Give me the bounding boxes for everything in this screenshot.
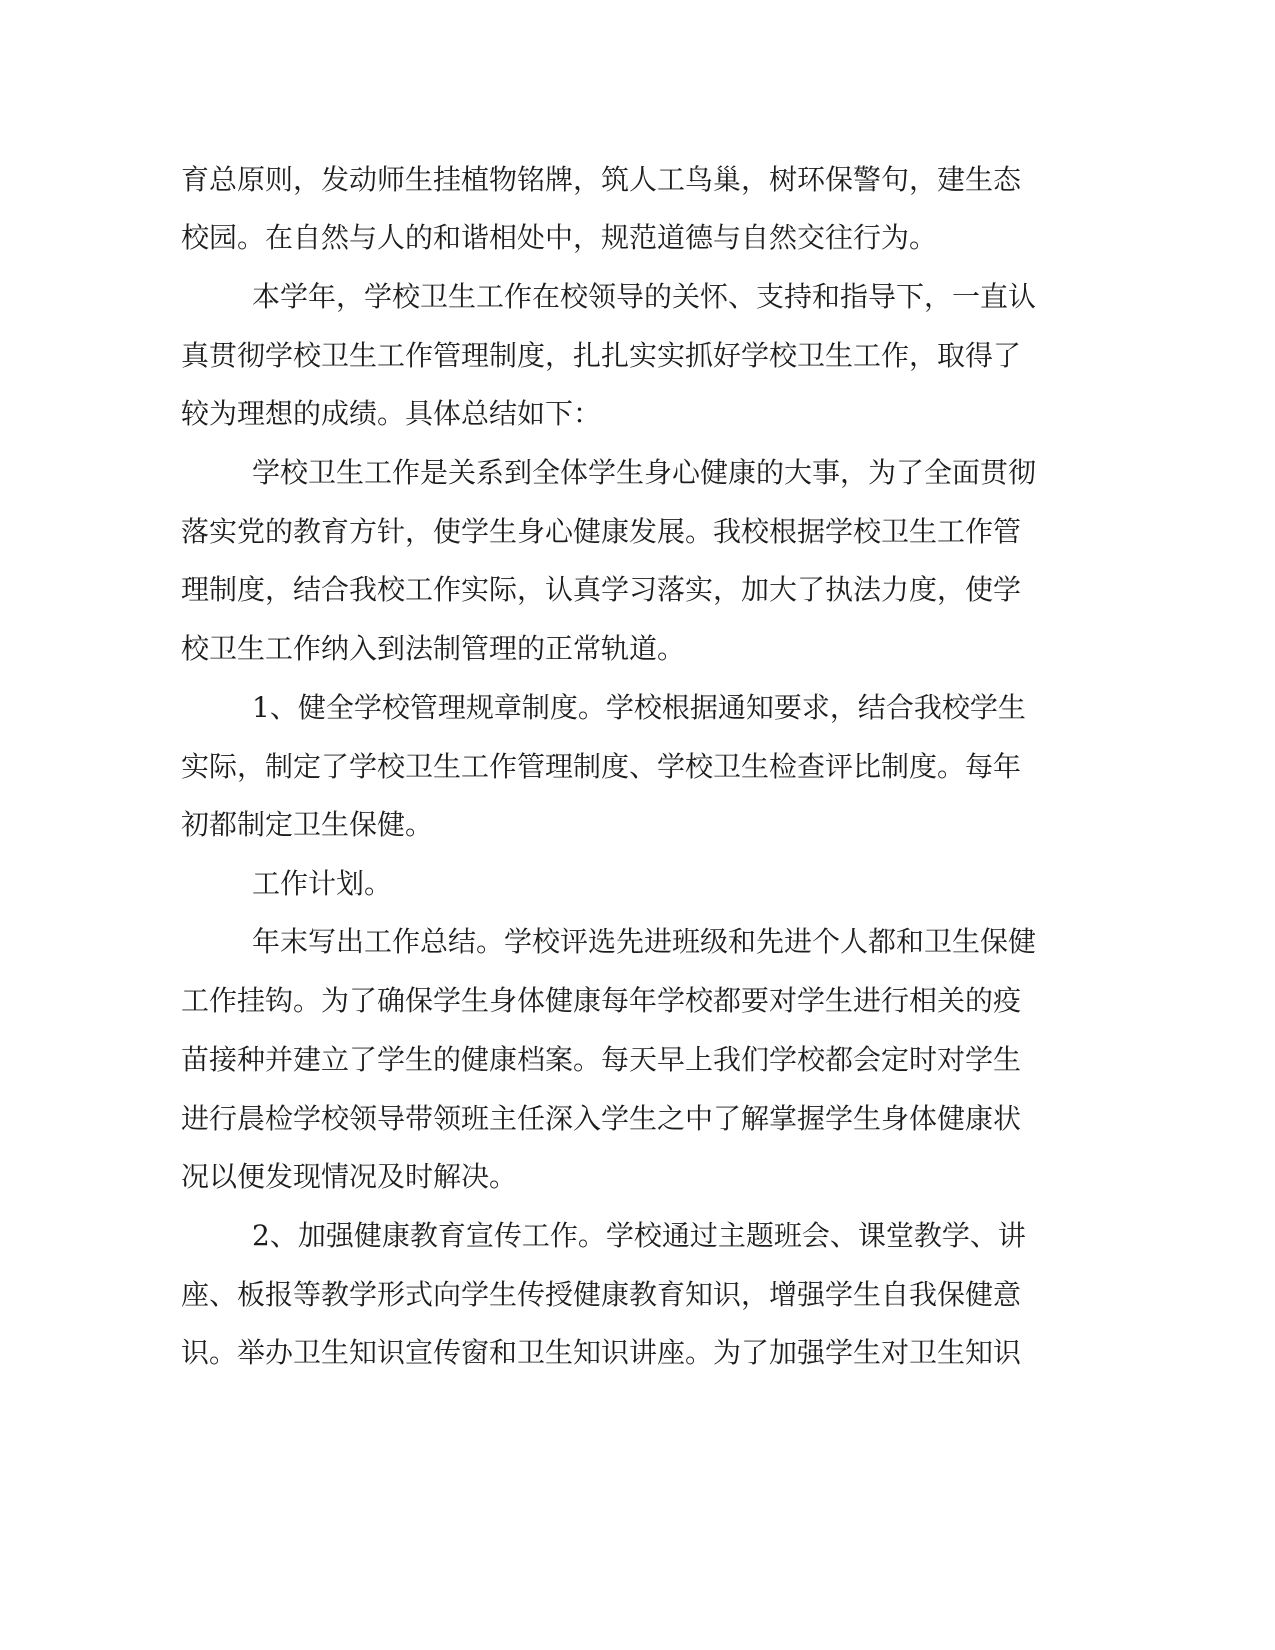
text-line: 识。举办卫生知识宣传窗和卫生知识讲座。为了加强学生对卫生知识 [181, 1336, 1022, 1369]
text-line: 理制度，结合我校工作实际，认真学习落实，加大了执法力度，使学 [181, 573, 1022, 606]
text-line: 况以便发现情况及时解决。 [181, 1160, 518, 1193]
text-line: 1、健全学校管理规章制度。学校根据通知要求，结合我校学生 [252, 691, 1026, 724]
text-line: 2、加强健康教育宣传工作。学校通过主题班会、课堂教学、讲 [252, 1219, 1026, 1252]
text-line: 较为理想的成绩。具体总结如下： [181, 397, 602, 430]
text-line: 工作挂钩。为了确保学生身体健康每年学校都要对学生进行相关的疫 [181, 984, 1022, 1017]
text-line: 进行晨检学校领导带领班主任深入学生之中了解掌握学生身体健康状 [181, 1102, 1022, 1135]
text-line: 苗接种并建立了学生的健康档案。每天早上我们学校都会定时对学生 [181, 1043, 1022, 1076]
text-line: 育总原则，发动师生挂植物铭牌，筑人工鸟巢，树环保警句，建生态 [181, 163, 1022, 196]
text-line: 校卫生工作纳入到法制管理的正常轨道。 [181, 632, 686, 665]
text-line: 年末写出工作总结。学校评选先进班级和先进个人都和卫生保健 [252, 925, 1037, 958]
text-line: 座、板报等教学形式向学生传授健康教育知识，增强学生自我保健意 [181, 1278, 1022, 1311]
text-line: 落实党的教育方针，使学生身心健康发展。我校根据学校卫生工作管 [181, 515, 1022, 548]
text-line: 实际，制定了学校卫生工作管理制度、学校卫生检查评比制度。每年 [181, 750, 1022, 783]
text-line: 真贯彻学校卫生工作管理制度，扎扎实实抓好学校卫生工作，取得了 [181, 339, 1022, 372]
text-line: 学校卫生工作是关系到全体学生身心健康的大事，为了全面贯彻 [252, 456, 1037, 489]
text-line: 工作计划。 [252, 867, 393, 900]
text-line: 初都制定卫生保健。 [181, 808, 434, 841]
text-line: 校园。在自然与人的和谐相处中，规范道德与自然交往行为。 [181, 221, 938, 254]
text-line: 本学年，学校卫生工作在校领导的关怀、支持和指导下，一直认 [252, 280, 1037, 313]
